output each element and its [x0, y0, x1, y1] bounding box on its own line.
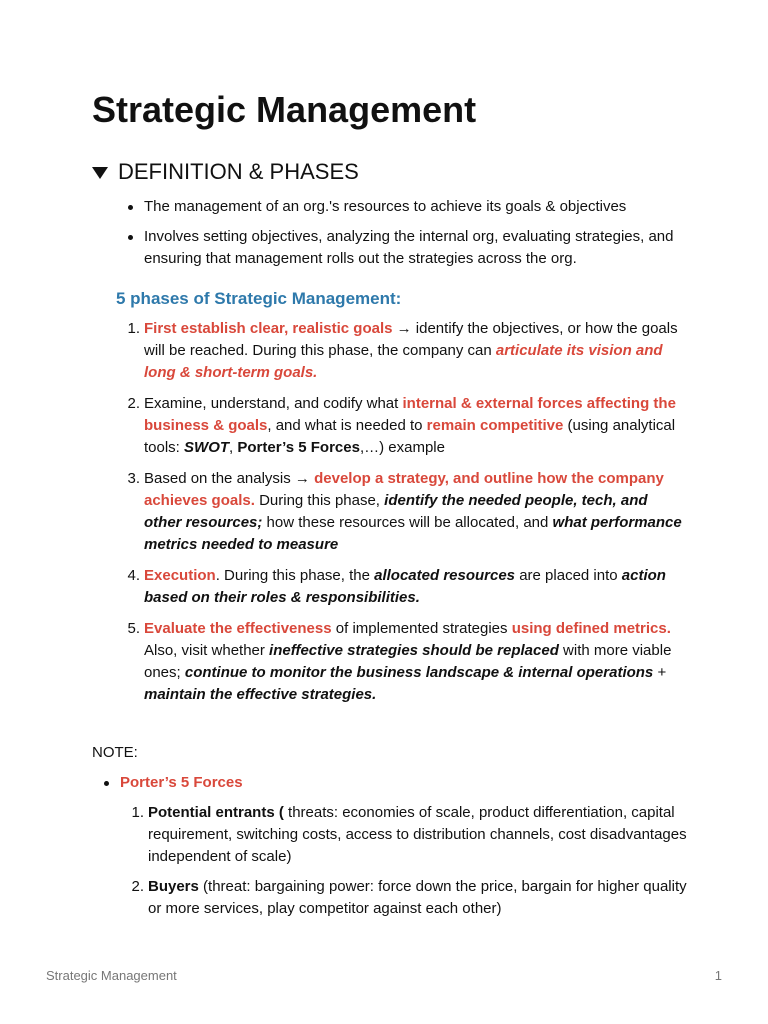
collapse-toggle-icon[interactable] — [92, 167, 108, 179]
list-number: 1. — [131, 804, 144, 821]
text-run: Examine, understand, and codify what — [144, 395, 403, 412]
text-run: . During this phase, the — [215, 567, 375, 584]
text-run: articulate its vision and long & short-term goals. — [144, 342, 663, 381]
section-heading[interactable] — [92, 158, 359, 186]
definition-list — [144, 196, 684, 278]
phase-item — [127, 393, 684, 459]
list-number: 2. — [127, 395, 140, 412]
footer-page-number: 1 — [714, 968, 722, 983]
force-item — [131, 802, 688, 868]
text-run: internal & external forces affecting the business & goals — [144, 395, 676, 434]
text-run: of implemented strategies — [331, 620, 512, 637]
text-run: are placed into — [515, 567, 622, 584]
phases-list — [127, 318, 684, 715]
phase-item — [127, 565, 684, 609]
text-run: Porter’s 5 Forces — [237, 439, 360, 456]
note-item — [120, 772, 687, 920]
text-run: First establish clear, realistic goals — [144, 320, 393, 337]
text-run: develop a strategy, and outline how the company achieves goals. — [144, 470, 664, 509]
forces-list — [131, 802, 688, 920]
note-label: NOTE: — [92, 744, 138, 761]
text-run: threats: economies of scale, product differentiation, capital requirement, switching costs, access to distribution channels, cost disadvantages independent of scale) — [148, 804, 687, 865]
phases-heading: 5 phases of Strategic Management: — [116, 289, 402, 308]
text-run: Potential entrants ( — [148, 804, 284, 821]
text-run: allocated resources — [374, 567, 516, 584]
phase-item — [127, 468, 684, 556]
note-item-label: Porter’s 5 Forces — [120, 774, 243, 791]
footer-title: Strategic Management — [46, 968, 177, 983]
force-item — [131, 876, 688, 920]
list-number: 3. — [127, 470, 140, 487]
text-run: how these resources will be allocated, and — [262, 514, 553, 531]
list-number: 1. — [127, 320, 140, 337]
list-number: 4. — [127, 567, 140, 584]
text-run: + — [653, 664, 667, 681]
text-run: maintain the effective strategies. — [144, 686, 377, 703]
text-run: ineffective strategies should be replaced — [269, 642, 559, 659]
note-list — [120, 772, 687, 928]
text-run: (threat: bargaining power: force down the price, bargain for higher quality or more services, play competitor against each other) — [148, 878, 687, 917]
text-run: During this phase, — [254, 492, 385, 509]
text-run: (using analytical tools: — [144, 417, 676, 456]
text-run: , and what is needed to — [267, 417, 427, 434]
text-run: action based on their roles & responsibilities. — [144, 567, 666, 606]
list-number: 2. — [131, 878, 144, 895]
text-run: , — [229, 439, 238, 456]
phase-item — [127, 618, 684, 706]
phase-item — [127, 318, 684, 384]
text-run: → identify the objectives, or how the goals will be reached. During this phase, the company can — [144, 320, 678, 359]
definition-bullet: Involves setting objectives, analyzing the internal org, evaluating strategies, and ensuring that management rolls out the strategies across the org. — [144, 226, 684, 270]
text-run: continue to monitor the business landscape & internal operations — [184, 664, 654, 681]
text-run: remain competitive — [426, 417, 564, 434]
text-run: Buyers — [148, 878, 199, 895]
text-run: Execution — [144, 567, 216, 584]
page-title: Strategic Management — [92, 89, 477, 130]
text-run: Also, visit whether — [144, 642, 270, 659]
section-heading-text: DEFINITION & PHASES — [118, 159, 359, 184]
text-run: Evaluate the effectiveness — [144, 620, 332, 637]
text-run: ,…) example — [359, 439, 445, 456]
text-run: with more viable ones; — [144, 642, 672, 681]
list-number: 5. — [127, 620, 140, 637]
text-run: using defined metrics. — [511, 620, 671, 637]
text-run: Based on the analysis → — [144, 470, 315, 487]
text-run: SWOT — [184, 439, 230, 456]
bullet-dot — [104, 781, 109, 786]
text-run: identify the needed people, tech, and other resources; — [144, 492, 648, 531]
definition-bullet: The management of an org.'s resources to achieve its goals & objectives — [144, 196, 684, 218]
text-run: what performance metrics needed to measure — [144, 514, 682, 553]
